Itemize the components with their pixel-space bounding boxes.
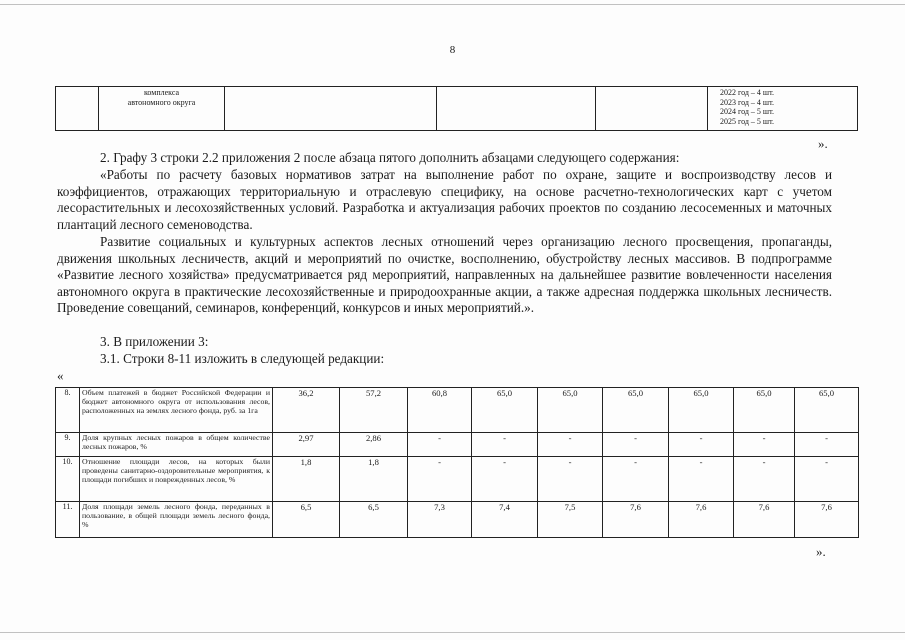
- cell-value: 7,6: [734, 502, 795, 538]
- cell-value: 65,0: [795, 388, 859, 433]
- cell-value: 65,0: [669, 388, 734, 433]
- top-label-line: комплекса: [143, 88, 180, 97]
- cell-value: 1,8: [273, 457, 340, 502]
- cell-value: -: [795, 433, 859, 457]
- cell-value: -: [734, 457, 795, 502]
- table-row: [56, 502, 859, 538]
- top-cell-empty: [225, 87, 437, 131]
- scan-edge-top: [0, 4, 905, 5]
- closing-quote-1: ».: [818, 136, 828, 151]
- top-year-line: 2025 год – 5 шт.: [720, 116, 774, 126]
- top-cell-label: [99, 87, 225, 131]
- cell-value: -: [472, 457, 538, 502]
- cell-value: 36,2: [273, 388, 340, 433]
- cell-value: 7,4: [472, 502, 538, 538]
- cell-value: 2,86: [340, 433, 408, 457]
- cell-value: -: [669, 457, 734, 502]
- cell-value: -: [408, 457, 472, 502]
- indicators-table: [55, 387, 859, 538]
- row-label: Отношение площади лесов, на которых были проведены санитарно-оздоровительные мероприятия, к площади погибших и поврежденных лесов, %: [80, 457, 273, 502]
- scan-edge-bottom: [0, 632, 905, 633]
- cell-value: -: [538, 433, 603, 457]
- top-cell-years: [708, 87, 858, 131]
- cell-value: -: [795, 457, 859, 502]
- row-number: 10.: [56, 457, 80, 502]
- cell-value: -: [472, 433, 538, 457]
- paragraph-works: «Работы по расчету базовых нормативов затрат на выполнение работ по охране, защите и воспроизводству лесов и коэффициентов, отражающих территориальную и отраслевую специфику, на основе расчетно-технологических карт с учетом лесорастительных и лесохозяйственных условий. Разработка и актуализация рабочих проектов по созданию лесосеменных и маточных плантаций лесного семеноводства.: [57, 167, 832, 232]
- paragraph-amendment-3-1: 3.1. Строки 8-11 изложить в следующей редакции:: [100, 351, 385, 366]
- page-number: 8: [449, 44, 456, 56]
- top-cell-empty: [437, 87, 596, 131]
- cell-value: 1,8: [340, 457, 408, 502]
- cell-value: 65,0: [734, 388, 795, 433]
- cell-value: 65,0: [603, 388, 669, 433]
- cell-value: 60,8: [408, 388, 472, 433]
- top-table-fragment: [55, 86, 858, 131]
- row-number: 8.: [56, 388, 80, 433]
- top-year-line: 2022 год – 4 шт.: [720, 88, 774, 97]
- closing-quote-2: ».: [816, 544, 826, 559]
- cell-value: 7,6: [603, 502, 669, 538]
- top-label-line: автономного округа: [127, 97, 196, 107]
- cell-value: 6,5: [340, 502, 408, 538]
- cell-value: 65,0: [472, 388, 538, 433]
- cell-value: 65,0: [538, 388, 603, 433]
- cell-value: -: [603, 457, 669, 502]
- cell-value: 57,2: [340, 388, 408, 433]
- cell-value: -: [408, 433, 472, 457]
- cell-value: -: [734, 433, 795, 457]
- paragraph-amendment-3: 3. В приложении 3:: [100, 334, 209, 349]
- top-year-line: 2024 год – 5 шт.: [720, 107, 774, 116]
- row-label: Объем платежей в бюджет Российской Федерации и бюджет автономного округа от использования лесов, расположенных на землях лесного фонда, руб. за 1га: [80, 388, 273, 433]
- row-label: Доля крупных лесных пожаров в общем количестве лесных пожаров, %: [80, 433, 273, 457]
- paragraph-development: Развитие социальных и культурных аспектов лесных отношений через организацию лесного просвещения, пропаганды, движения школьных лесничеств, акций и мероприятий по очистке, восполнению, обустройству лесных массивов. В подпрограмме «Развитие лесного хозяйства» предусматривается ряд мероприятий, направленных на дальнейшее развитие вовлеченности населения автономного округа в практические лесохозяйственные и природоохранные акции, а также адресная поддержка школьных лесничеств. Проведение совещаний, семинаров, конференций, конкурсов и иных мероприятий.».: [57, 234, 832, 316]
- cell-value: -: [538, 457, 603, 502]
- table-row: [56, 457, 859, 502]
- opening-quote: «: [57, 368, 64, 383]
- cell-value: 6,5: [273, 502, 340, 538]
- top-cell-empty: [56, 87, 99, 131]
- cell-value: 7,6: [669, 502, 734, 538]
- row-number: 11.: [56, 502, 80, 538]
- top-year-line: 2023 год – 4 шт.: [720, 97, 774, 107]
- cell-value: -: [669, 433, 734, 457]
- row-label: Доля площади земель лесного фонда, переданных в пользование, в общей площади земель лесного фонда, %: [80, 502, 273, 538]
- table-row: [56, 433, 859, 457]
- cell-value: 7,6: [795, 502, 859, 538]
- table-row: [56, 388, 859, 433]
- paragraph-amendment-2: 2. Графу 3 строки 2.2 приложения 2 после абзаца пятого дополнить абзацами следующего содержания:: [100, 150, 680, 165]
- cell-value: -: [603, 433, 669, 457]
- cell-value: 7,3: [408, 502, 472, 538]
- cell-value: 7,5: [538, 502, 603, 538]
- top-cell-empty: [596, 87, 708, 131]
- cell-value: 2,97: [273, 433, 340, 457]
- row-number: 9.: [56, 433, 80, 457]
